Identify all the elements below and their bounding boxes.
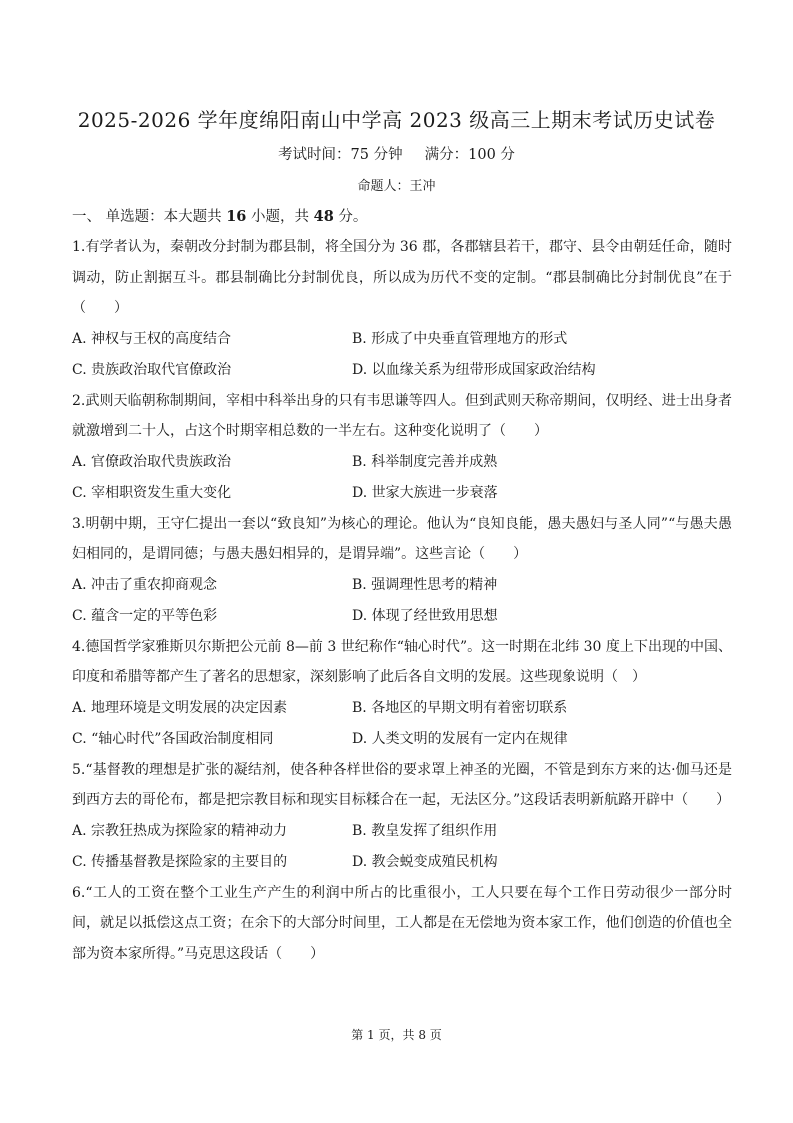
exam-title: 2025-2026 学年度绵阳南山中学高 2023 级高三上期末考试历史试卷 bbox=[77, 108, 716, 132]
option-b: B. 教皇发挥了组织作用 bbox=[352, 822, 498, 839]
full-score: 满分：100 分 bbox=[424, 147, 515, 163]
section-heading: 一、 单选题：本大题共 16 小题，共 48 分。 bbox=[72, 208, 368, 225]
option-b: B. 强调理性思考的精神 bbox=[352, 576, 498, 593]
option-d: D. 世家大族进一步衰落 bbox=[352, 484, 498, 501]
option-c: C. 宰相职资发生重大变化 bbox=[72, 484, 232, 501]
option-d: D. 体现了经世致用思想 bbox=[352, 607, 498, 624]
question-stem: 5.“基督教的理想是扩张的凝结剂，使各种各样世俗的要求罩上神圣的光圈，不管是到东方来的达·伽马还是到西方去的哥伦布，都是把宗教目标和现实目标糅合在一起，无法区分。”这段话表明新航路开辟中（ ） bbox=[72, 761, 732, 808]
question-5 bbox=[72, 755, 732, 878]
option-d: D. 以血缘关系为纽带形成国家政治结构 bbox=[352, 361, 596, 378]
question-stem: 6.“工人的工资在整个工业生产产生的利润中所占的比重很小，工人只要在每个工作日劳动很少一部分时间，就足以抵偿这点工资；在余下的大部分时间里，工人都是在无偿地为资本家工作，他们创造的价值也全部为资本家所得。”马克思这段话（ ） bbox=[72, 884, 732, 962]
option-c: C. 贵族政治取代官僚政治 bbox=[72, 361, 232, 378]
exam-author: 命题人：王冲 bbox=[357, 179, 436, 194]
option-a: A. 宗教狂热成为探险家的精神动力 bbox=[72, 822, 288, 839]
option-a: A. 神权与王权的高度结合 bbox=[72, 330, 232, 347]
option-grid bbox=[72, 693, 732, 755]
option-b: B. 形成了中央垂直管理地方的形式 bbox=[352, 330, 568, 347]
question-stem: 2.武则天临朝称制期间，宰相中科举出身的只有韦思谦等四人。但到武则天称帝期间，仅明经、进士出身者就激增到二十人，占这个时期宰相总数的一半左右。这种变化说明了（ ） bbox=[72, 392, 732, 439]
question-list bbox=[72, 232, 732, 969]
question-stem: 3.明朝中期，王守仁提出一套以“致良知”为核心的理论。他认为“良知良能，愚夫愚妇与圣人同”“与愚夫愚妇相同的，是谓同德；与愚夫愚妇相异的，是谓异端”。这些言论（ ） bbox=[72, 515, 732, 562]
exam-time: 考试时间：75 分钟 bbox=[278, 147, 403, 163]
question-1 bbox=[72, 232, 732, 386]
option-grid bbox=[72, 447, 732, 509]
option-b: B. 各地区的早期文明有着密切联系 bbox=[352, 699, 568, 716]
option-a: A. 冲击了重农抑商观念 bbox=[72, 576, 218, 593]
option-c: C. “轴心时代”各国政治制度相同 bbox=[72, 730, 274, 747]
option-d: D. 人类文明的发展有一定内在规律 bbox=[352, 730, 568, 747]
question-4 bbox=[72, 632, 732, 755]
question-stem: 1.有学者认为，秦朝改分封制为郡县制，将全国分为 36 郡，各郡辖县若干，郡守、县令由朝廷任命，随时调动，防止割据互斗。郡县制确比分封制优良，所以成为历代不变的定制。“郡县制确比分封制优良”在于（ ） bbox=[72, 239, 732, 316]
option-grid bbox=[72, 816, 732, 878]
option-grid bbox=[72, 570, 732, 632]
option-b: B. 科举制度完善并成熟 bbox=[352, 453, 498, 470]
option-d: D. 教会蜕变成殖民机构 bbox=[352, 853, 498, 870]
exam-info bbox=[0, 143, 793, 164]
page-footer: 第 1 页，共 8 页 bbox=[351, 1028, 442, 1042]
option-a: A. 地理环境是文明发展的决定因素 bbox=[72, 699, 288, 716]
question-count: 16 bbox=[226, 208, 247, 225]
option-c: C. 蕴含一定的平等色彩 bbox=[72, 607, 218, 624]
option-grid bbox=[72, 324, 732, 386]
question-stem: 4.德国哲学家雅斯贝尔斯把公元前 8—前 3 世纪称作“轴心时代”。这一时期在北纬 30 度上下出现的中国、印度和希腊等都产生了著名的思想家，深刻影响了此后各自文明的发展。这些现象说明（ ） bbox=[72, 638, 732, 685]
question-3 bbox=[72, 509, 732, 632]
section-score: 48 bbox=[313, 208, 334, 225]
option-c: C. 传播基督教是探险家的主要目的 bbox=[72, 853, 288, 870]
question-6 bbox=[72, 878, 732, 970]
question-2 bbox=[72, 386, 732, 509]
option-a: A. 官僚政治取代贵族政治 bbox=[72, 453, 232, 470]
